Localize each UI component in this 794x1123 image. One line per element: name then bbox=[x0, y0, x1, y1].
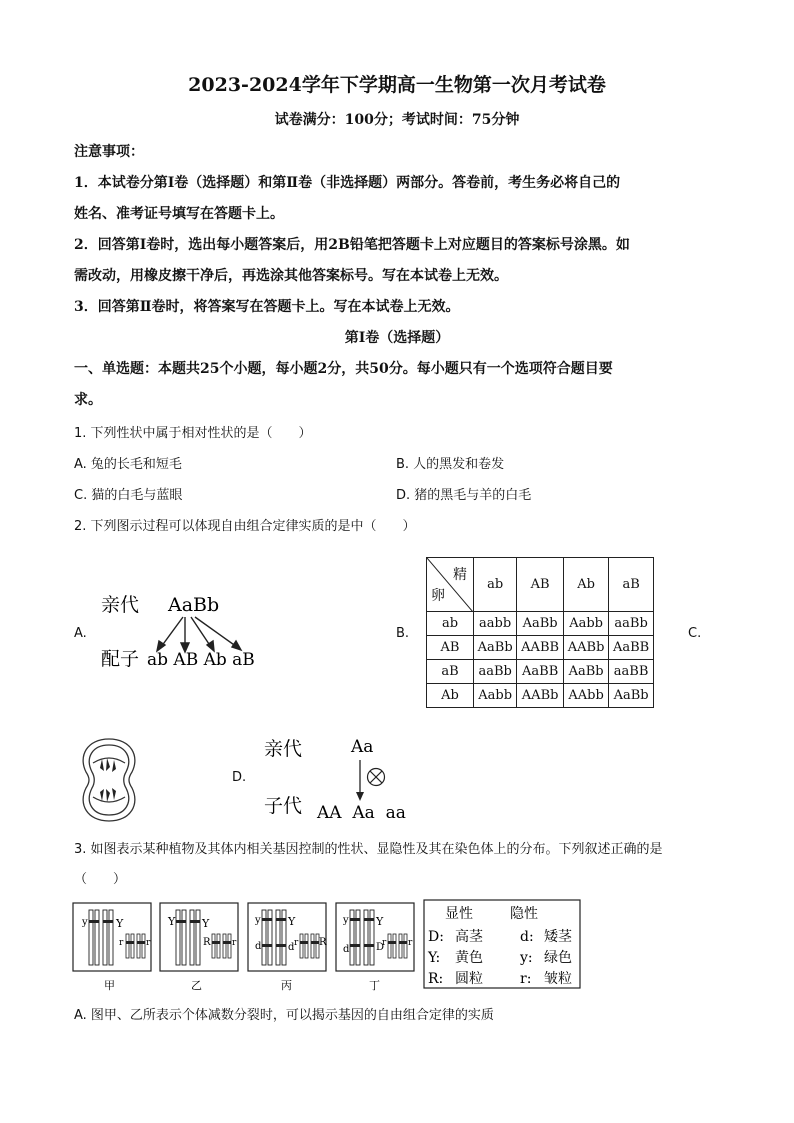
diagram-a-gamete-formation bbox=[95, 585, 275, 675]
svg-text:Y: Y bbox=[288, 915, 296, 928]
legend-gene: r: bbox=[520, 971, 532, 987]
diagram-a-parent-label: 亲代 bbox=[101, 594, 140, 616]
diagram-d-parent-label: 亲代 bbox=[264, 738, 303, 760]
legend-gene: R: bbox=[428, 971, 444, 987]
notes-heading: 注意事项： bbox=[74, 144, 144, 160]
svg-text:r: r bbox=[294, 938, 299, 948]
sperm-gamete: Ab bbox=[563, 558, 608, 612]
legend-trait: 圆粒 bbox=[455, 971, 483, 987]
note-1-line-2: 姓名、准考证号填写在答题卡上。 bbox=[74, 206, 284, 222]
offspring-genotype: AABb bbox=[563, 636, 608, 660]
section-intro-line-2: 求。 bbox=[74, 392, 102, 408]
question-3-option-a: A. 图甲、乙所表示个体减数分裂时，可以揭示基因的自由组合定律的实质 bbox=[74, 1008, 494, 1023]
svg-text:y: y bbox=[255, 915, 261, 926]
egg-gamete: aB bbox=[427, 660, 474, 684]
cell-ding bbox=[336, 903, 414, 971]
svg-text:Y: Y bbox=[376, 915, 384, 928]
option-d-label: D. bbox=[232, 770, 247, 785]
question-2-stem: 2. 下列图示过程可以体现自由组合定律实质的是中（ ） bbox=[74, 519, 416, 534]
question-1-option-d: D. 猪的黑毛与羊的白毛 bbox=[396, 488, 532, 503]
offspring-genotype: aaBb bbox=[609, 612, 654, 636]
note-1-line-1: 1．本试卷分第Ⅰ卷（选择题）和第Ⅱ卷（非选择题）两部分。答卷前，考生务必将自己的 bbox=[74, 175, 621, 191]
svg-text:Y: Y bbox=[168, 915, 176, 928]
cell-bing bbox=[248, 903, 327, 971]
egg-gamete: AB bbox=[427, 636, 474, 660]
svg-text:d: d bbox=[343, 944, 350, 955]
question-1-option-c: C. 猫的白毛与蓝眼 bbox=[74, 488, 183, 503]
diagram-d-arrowhead bbox=[356, 792, 364, 801]
diagram-d-offspring-label: 子代 bbox=[264, 795, 303, 817]
diagram-d-self-cross bbox=[258, 732, 428, 824]
cell-label: 甲 bbox=[104, 979, 115, 992]
offspring-genotype: AABb bbox=[517, 684, 564, 708]
chromosome-figure bbox=[70, 898, 590, 998]
legend-gene: Y: bbox=[428, 950, 441, 966]
offspring-genotype: AaBB bbox=[609, 636, 654, 660]
offspring-genotype: AaBb bbox=[517, 612, 564, 636]
offspring-genotype: AaBb bbox=[609, 684, 654, 708]
option-c-label: C. bbox=[688, 626, 702, 641]
offspring-genotype: aaBb bbox=[474, 660, 517, 684]
legend-recessive-header: 隐性 bbox=[510, 906, 538, 922]
legend-trait: 绿色 bbox=[544, 950, 572, 966]
diagram-a-gamete-label: 配子 bbox=[101, 648, 140, 670]
cell-yi bbox=[160, 903, 238, 971]
question-1-stem: 1. 下列性状中属于相对性状的是（ ） bbox=[74, 426, 312, 441]
punnett-square bbox=[426, 557, 654, 708]
svg-text:D: D bbox=[376, 942, 385, 953]
offspring-genotype: AAbb bbox=[563, 684, 608, 708]
offspring-genotype: Aabb bbox=[474, 684, 517, 708]
svg-text:r: r bbox=[146, 938, 151, 948]
legend-gene: d: bbox=[520, 929, 534, 945]
offspring-genotype: AaBB bbox=[517, 660, 564, 684]
svg-text:r: r bbox=[119, 938, 124, 948]
question-1-option-a: A. 兔的长毛和短毛 bbox=[74, 457, 182, 472]
offspring-genotype: aabb bbox=[474, 612, 517, 636]
legend-dominant-header: 显性 bbox=[445, 906, 473, 922]
offspring-genotype: AaBb bbox=[474, 636, 517, 660]
section-title: 第Ⅰ卷（选择题） bbox=[344, 330, 450, 346]
cell-label: 丁 bbox=[369, 979, 380, 992]
cell-label: 丙 bbox=[281, 979, 292, 992]
diagram-d-genotype: Aa bbox=[351, 737, 374, 757]
legend-trait: 高茎 bbox=[455, 929, 483, 945]
svg-text:r: r bbox=[232, 938, 237, 948]
dividing-cell-diagram bbox=[76, 736, 142, 824]
sperm-gamete: AB bbox=[517, 558, 564, 612]
svg-text:r: r bbox=[408, 938, 413, 948]
diagram-a-genotype: AaBb bbox=[168, 594, 220, 616]
self-cross-symbol bbox=[368, 769, 385, 786]
svg-text:d: d bbox=[255, 941, 262, 952]
note-3: 3．回答第Ⅱ卷时，将答案写在答题卡上。写在本试卷上无效。 bbox=[74, 299, 460, 315]
egg-label: 卵 bbox=[431, 588, 445, 604]
question-3-stem: 3. 如图表示某种植物及其体内相关基因控制的性状、显隐性及其在染色体上的分布。下列叙述正确的是 bbox=[74, 842, 663, 857]
svg-text:r: r bbox=[382, 938, 387, 948]
svg-text:Y: Y bbox=[116, 917, 124, 930]
offspring-genotype: AaBb bbox=[563, 660, 608, 684]
sperm-gamete: ab bbox=[474, 558, 517, 612]
question-3-stem-cont: （ ） bbox=[74, 872, 127, 887]
diagram-a-arrows bbox=[157, 617, 241, 652]
cell-label: 乙 bbox=[191, 979, 202, 992]
question-1-option-b: B. 人的黑发和卷发 bbox=[396, 457, 505, 472]
svg-text:y: y bbox=[82, 917, 88, 928]
legend-gene: y: bbox=[520, 950, 533, 966]
legend-trait: 黄色 bbox=[455, 950, 483, 966]
egg-gamete: Ab bbox=[427, 684, 474, 708]
svg-text:R: R bbox=[319, 937, 327, 948]
note-2-line-1: 2．回答第Ⅰ卷时，选出每小题答案后，用2B铅笔把答题卡上对应题目的答案标号涂黑。如 bbox=[74, 237, 630, 253]
page-title: 2023-2024学年下学期高一生物第一次月考试卷 bbox=[188, 74, 606, 96]
cell-jia bbox=[73, 903, 151, 971]
section-intro-line-1: 一、单选题：本题共25个小题，每小题2分，共50分。每小题只有一个选项符合题目要 bbox=[74, 361, 613, 377]
option-a-label: A. bbox=[74, 626, 87, 641]
svg-text:R: R bbox=[203, 937, 211, 948]
note-2-line-2: 需改动，用橡皮擦干净后，再选涂其他答案标号。写在本试卷上无效。 bbox=[74, 268, 508, 284]
svg-text:y: y bbox=[343, 915, 349, 926]
svg-text:d: d bbox=[288, 942, 295, 953]
sperm-label: 精 bbox=[453, 567, 467, 583]
offspring-genotype: AABB bbox=[517, 636, 564, 660]
legend-trait: 皱粒 bbox=[544, 971, 572, 987]
trait-legend bbox=[424, 900, 580, 988]
legend-trait: 矮茎 bbox=[544, 929, 572, 945]
offspring-genotype: Aabb bbox=[563, 612, 608, 636]
sperm-gamete: aB bbox=[609, 558, 654, 612]
diagram-d-offspring-genotypes: AA Aa aa bbox=[317, 803, 406, 823]
diagram-a-gametes: ab AB Ab aB bbox=[147, 650, 255, 670]
svg-text:Y: Y bbox=[202, 917, 210, 930]
punnett-corner bbox=[427, 558, 474, 612]
egg-gamete: ab bbox=[427, 612, 474, 636]
option-b-label: B. bbox=[396, 626, 410, 641]
legend-gene: D: bbox=[428, 929, 444, 945]
offspring-genotype: aaBB bbox=[609, 660, 654, 684]
exam-info: 试卷满分：100分；考试时间：75分钟 bbox=[274, 112, 520, 128]
